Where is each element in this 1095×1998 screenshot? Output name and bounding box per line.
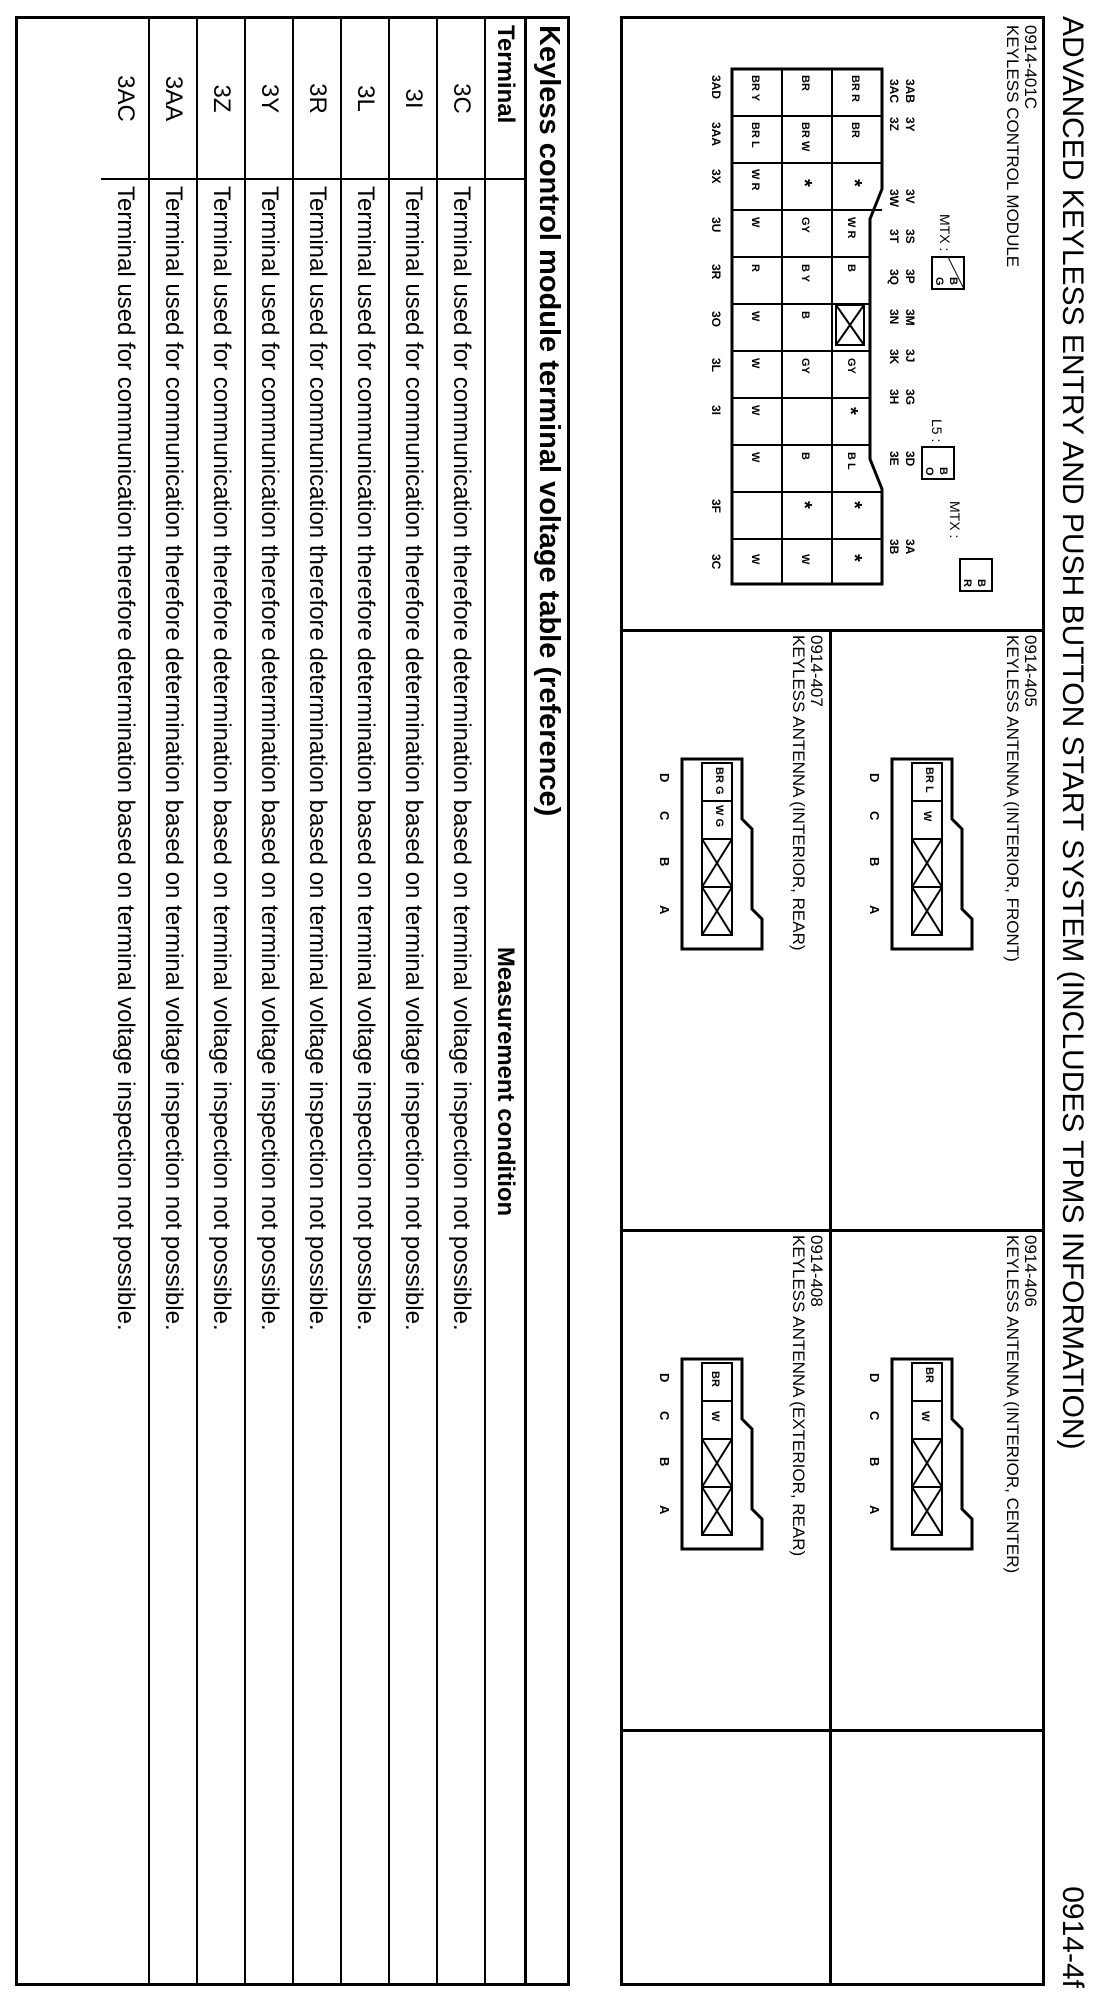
wire-color: B: [845, 264, 857, 272]
pin-label: 3M: [903, 309, 917, 326]
pin-letter: A: [867, 1505, 882, 1515]
connector-diagram-panel: [620, 16, 1045, 1986]
pin-label: 3T: [887, 229, 901, 244]
table-row: [342, 19, 390, 1983]
pin-label: 3H: [887, 389, 901, 405]
pin-label: 3Z: [887, 117, 901, 132]
terminal-cell: 3Z: [198, 19, 246, 179]
pin-label: 3C: [709, 554, 723, 570]
connector-name: KEYLESS ANTENNA (INTERIOR, REAR): [789, 635, 808, 951]
pin-label: 3S: [903, 229, 917, 244]
wire-color: B: [975, 579, 987, 587]
pin-label: 3AA: [709, 122, 723, 147]
pin-label: 3N: [887, 309, 901, 325]
pin-letter: D: [867, 1373, 882, 1383]
table-header-row: [486, 19, 526, 1983]
pin-letter: D: [657, 1373, 672, 1383]
pin-letter: A: [657, 1505, 672, 1515]
mtx-label: MTX :: [947, 501, 963, 539]
wire-color: BR W: [799, 122, 811, 152]
wire-color: GY: [799, 358, 811, 374]
pin-label: 3Y: [903, 117, 917, 132]
terminal-column-header: Terminal: [486, 19, 526, 179]
wire-color: BR Y: [749, 75, 761, 102]
wire-color: W: [799, 554, 811, 565]
wire-color: W: [749, 358, 761, 369]
pin-letter: C: [867, 1411, 882, 1421]
connector-name: KEYLESS ANTENNA (INTERIOR, CENTER): [1003, 1235, 1022, 1574]
pin-letter: D: [657, 773, 672, 783]
terminal-cell: 3AA: [150, 19, 198, 179]
pin-letter: D: [867, 773, 882, 783]
wire-color: O: [923, 467, 935, 476]
wire-color: B: [799, 311, 811, 319]
wildcard-mark: *: [793, 501, 815, 509]
wire-color: W: [749, 452, 761, 463]
wire-color: BR G: [713, 767, 725, 795]
pin-letter: B: [867, 1457, 882, 1467]
pin-letter: C: [657, 1411, 672, 1421]
wire-color: BR L: [749, 122, 761, 148]
pin-label: 3AC: [887, 79, 901, 104]
wire-color: BR: [923, 1367, 935, 1383]
module-connector-code: 0914-401C: [1021, 25, 1040, 110]
l5-label: L5 :: [929, 419, 945, 443]
table-title: Keyless control module terminal voltage table (reference): [533, 25, 565, 817]
table-row: [150, 19, 198, 1983]
pin-label: 3P: [903, 269, 917, 284]
terminal-cell: 3R: [294, 19, 342, 179]
antenna-connector-front: [852, 749, 982, 1069]
wire-color: B L: [845, 452, 857, 470]
pin-label: 3Q: [887, 269, 901, 286]
pin-label: 3AB: [903, 79, 917, 104]
panel-divider: [623, 1729, 1042, 1732]
connector-code: 0914-406: [1021, 1235, 1040, 1307]
table-row: [390, 19, 438, 1983]
wire-color: B: [799, 452, 811, 460]
wildcard-mark: *: [793, 179, 815, 187]
wire-color: GY: [799, 217, 811, 233]
pin-label: 3F: [709, 499, 723, 514]
wire-color: BR R: [849, 75, 861, 102]
wildcard-mark: *: [839, 407, 861, 415]
terminal-voltage-table: [102, 19, 528, 1983]
wire-color: R: [749, 264, 761, 272]
antenna-connector-center: [852, 1349, 982, 1669]
pin-label: 3E: [887, 451, 901, 466]
wire-color: W: [709, 1411, 721, 1422]
condition-cell: Terminal used for communication therefore determination based on terminal voltage inspection not possible.: [102, 179, 150, 1983]
wire-color: BR: [849, 122, 861, 138]
antenna-connector-interior-rear: [642, 749, 772, 1069]
connector-name: KEYLESS ANTENNA (INTERIOR, FRONT): [1003, 635, 1022, 962]
pin-label: 3W: [887, 189, 901, 207]
terminal-voltage-table-block: [15, 16, 570, 1986]
condition-cell: Terminal used for communication therefore determination based on terminal voltage inspection not possible.: [342, 179, 390, 1983]
pin-letter: B: [657, 1457, 672, 1467]
panel-divider: [623, 629, 1042, 632]
pin-label: 3K: [887, 349, 901, 365]
table-row: [246, 19, 294, 1983]
panel-divider: [829, 629, 832, 1983]
pin-label: 3X: [709, 169, 723, 184]
connector-code: 0914-405: [1021, 635, 1040, 707]
pin-label: 3AD: [709, 75, 723, 100]
pin-label: 3B: [887, 539, 901, 555]
condition-cell: Terminal used for communication therefore determination based on terminal voltage inspection not possible.: [150, 179, 198, 1983]
pin-letter: C: [867, 811, 882, 821]
wire-color: BR: [709, 1371, 721, 1387]
condition-column-header: Measurement condition: [486, 179, 526, 1983]
condition-cell: Terminal used for communication therefore determination based on terminal voltage inspection not possible.: [294, 179, 342, 1983]
condition-cell: Terminal used for communication therefore determination based on terminal voltage inspection not possible.: [198, 179, 246, 1983]
terminal-cell: 3I: [390, 19, 438, 179]
connector-name: KEYLESS ANTENNA (EXTERIOR, REAR): [789, 1235, 808, 1557]
table-row: [294, 19, 342, 1983]
pin-letter: A: [657, 905, 672, 915]
pin-label: 3L: [709, 358, 723, 373]
table-row: [438, 19, 486, 1983]
wire-color: BR L: [923, 767, 935, 793]
wire-color: R: [961, 579, 973, 587]
pin-label: 3I: [709, 405, 723, 416]
table-row: [102, 19, 150, 1983]
wire-color: G: [933, 277, 945, 286]
connector-code: 0914-408: [807, 1235, 826, 1307]
condition-cell: Terminal used for communication therefore determination based on terminal voltage inspection not possible.: [246, 179, 294, 1983]
wire-color: W: [749, 311, 761, 322]
wire-color: W: [919, 1411, 931, 1422]
condition-cell: Terminal used for communication therefore determination based on terminal voltage inspection not possible.: [390, 179, 438, 1983]
wire-color: W: [749, 217, 761, 228]
table-row: [198, 19, 246, 1983]
page-code: 0914-4f: [1056, 1886, 1089, 1988]
wire-color: BR: [799, 75, 811, 91]
wire-color: B: [937, 467, 949, 475]
wire-color: W R: [845, 217, 857, 239]
wire-color: GY: [845, 358, 857, 374]
mtx-label: MTX :: [937, 214, 953, 252]
wildcard-mark: *: [843, 179, 865, 187]
terminal-cell: 3C: [438, 19, 486, 179]
terminal-cell: 3Y: [246, 19, 294, 179]
wire-color: W: [749, 554, 761, 565]
page-title: ADVANCED KEYLESS ENTRY AND PUSH BUTTON START SYSTEM (INCLUDES TPMS INFORMATION): [1056, 16, 1089, 1450]
pin-label: 3J: [903, 349, 917, 363]
terminal-cell: 3AC: [102, 19, 150, 179]
wire-color: B: [947, 277, 959, 285]
pin-letter: C: [657, 811, 672, 821]
keyless-control-module-connector: [622, 39, 1002, 599]
connector-code: 0914-407: [807, 635, 826, 707]
wire-color: W: [921, 811, 933, 822]
pin-label: 3V: [903, 189, 917, 204]
wire-color: W: [749, 405, 761, 416]
wire-color: W G: [713, 805, 725, 827]
pin-label: 3R: [709, 264, 723, 280]
pin-letter: B: [867, 857, 882, 867]
wildcard-mark: *: [843, 501, 865, 509]
pin-label: 3A: [903, 539, 917, 555]
module-connector-name: KEYLESS CONTROL MODULE: [1003, 25, 1022, 268]
antenna-connector-exterior-rear: [642, 1349, 772, 1669]
wire-color: B Y: [799, 264, 811, 283]
terminal-cell: 3L: [342, 19, 390, 179]
pin-label: 3U: [709, 217, 723, 233]
pin-letter: B: [657, 857, 672, 867]
panel-divider: [623, 1229, 1042, 1232]
condition-cell: Terminal used for communication therefore determination based on terminal voltage inspection not possible.: [438, 179, 486, 1983]
pin-label: 3D: [903, 451, 917, 467]
pin-letter: A: [867, 905, 882, 915]
wildcard-mark: *: [843, 554, 865, 562]
pin-label: 3O: [709, 311, 723, 328]
wire-color: W R: [749, 169, 761, 191]
pin-label: 3G: [903, 389, 917, 406]
